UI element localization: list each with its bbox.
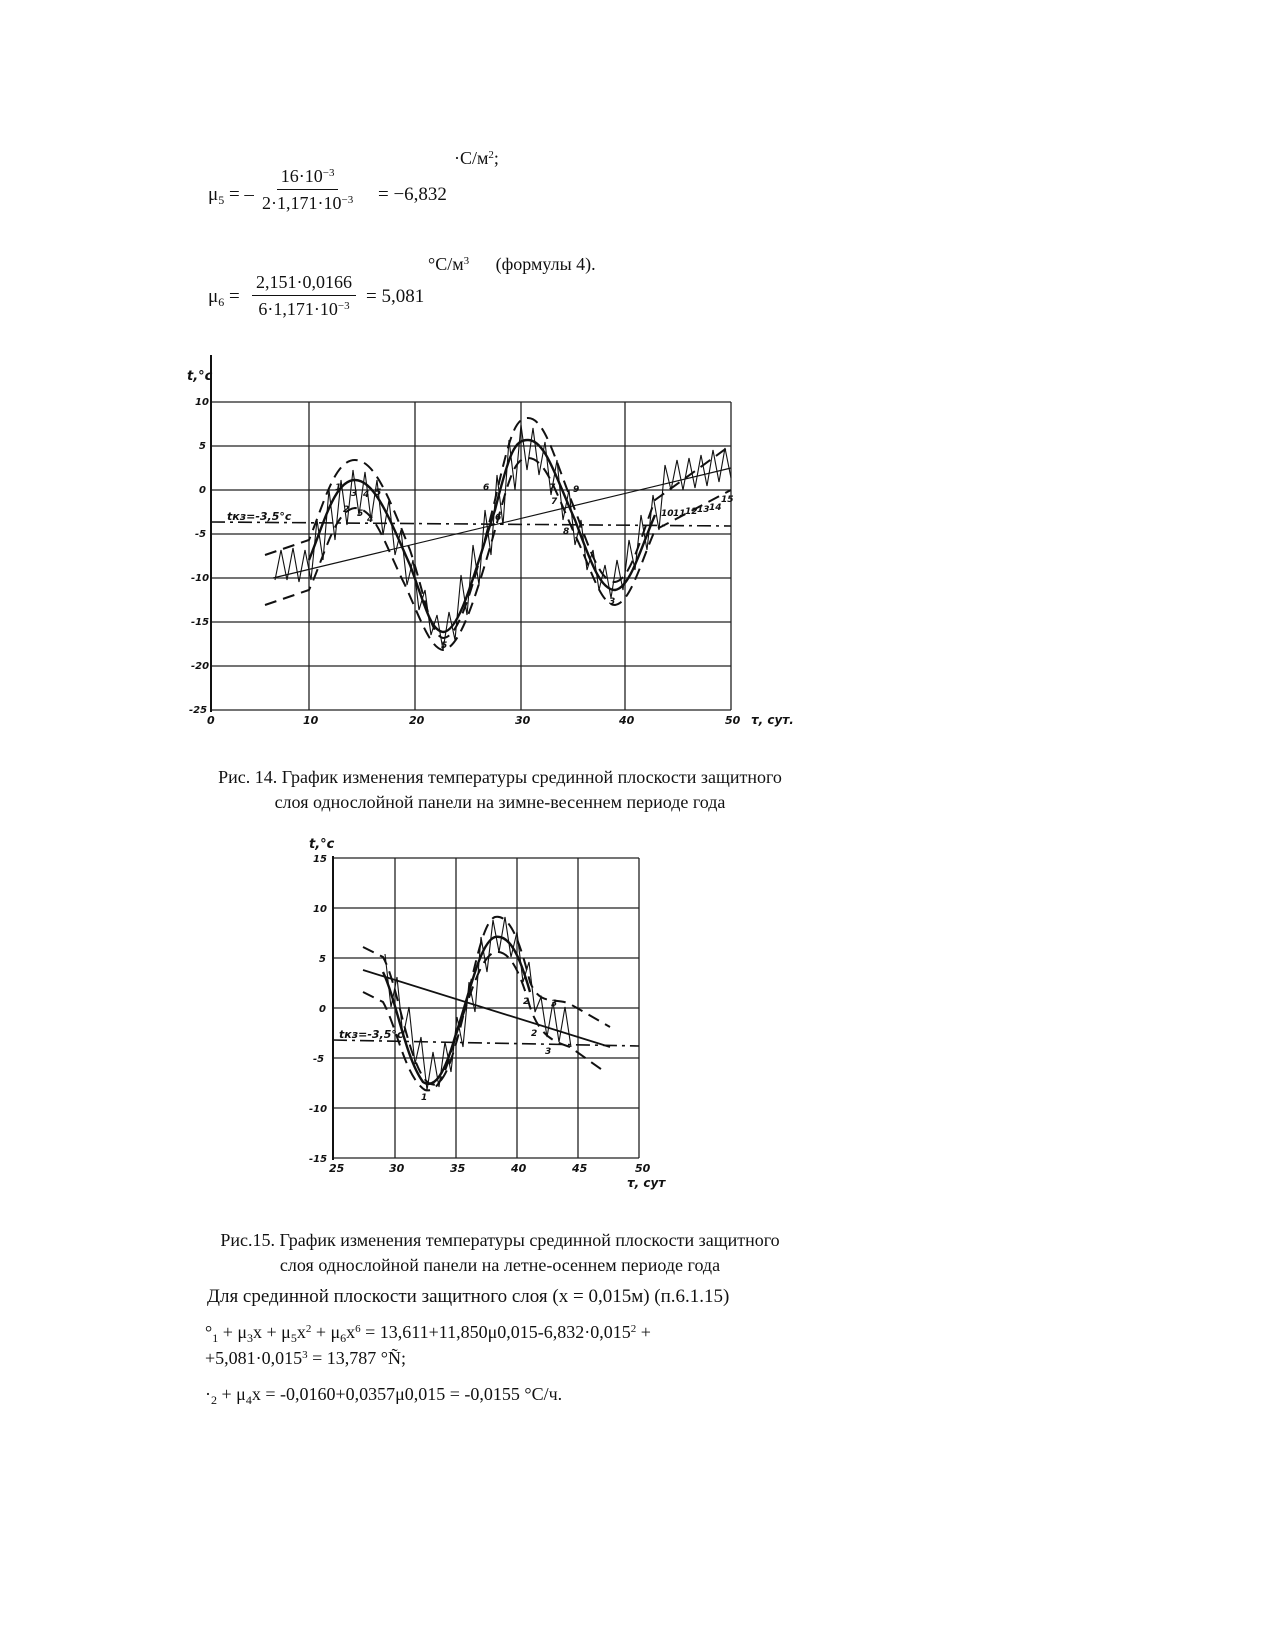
- fig14-point-label: 4: [367, 515, 374, 525]
- eq1-part: + μ: [218, 1322, 248, 1342]
- fig14-point-label: 8: [563, 527, 570, 537]
- fig14-point-label: 9: [573, 485, 580, 495]
- fig14-x-axis-label: τ, сут.: [751, 713, 794, 727]
- unit-line-2-note: (формулы 4).: [495, 254, 596, 274]
- mu5-num-text: 16·10: [280, 166, 323, 186]
- unit-line-1-exp: 2: [488, 149, 494, 161]
- fig14-ytick: -10: [191, 573, 210, 584]
- fig15-ytick: -15: [309, 1154, 328, 1165]
- eq1-part: x: [346, 1322, 356, 1342]
- fig15-annotation: tкз=-3,5°c: [339, 1028, 404, 1041]
- fig14-point-label: 5: [375, 488, 382, 498]
- equation-1-line-1: [205, 1322, 651, 1343]
- unit-line-2: [428, 254, 596, 275]
- mu6-fraction: [252, 272, 356, 320]
- fig15-ytick: -5: [313, 1054, 325, 1065]
- figure-15-caption-line1: Рис.15. График изменения температуры срединной плоскости защитного: [220, 1230, 780, 1250]
- fig14-xtick: 30: [515, 714, 531, 727]
- eq1-sup: 2: [630, 1323, 637, 1335]
- eq1-part: x: [296, 1322, 306, 1342]
- fig14-x-ticks: [207, 714, 741, 727]
- figure-14-caption-line1: Рис. 14. График изменения температуры срединной плоскости защитного: [218, 767, 782, 787]
- fig14-xtick: 0: [207, 714, 215, 727]
- fig14-y-ticks: [189, 397, 209, 716]
- mu5-lhs: [208, 184, 254, 206]
- fig14-annotation: tкз=-3,5°c: [227, 510, 292, 523]
- fig14-inner-curve: [309, 440, 655, 632]
- fig14-point-label: 4: [363, 490, 370, 500]
- fig14-point-label: 14: [709, 503, 722, 513]
- eq1-line2-part: = 13,787 °Ñ;: [307, 1348, 407, 1368]
- fig14-point-label: 11: [673, 509, 686, 519]
- fig15-xtick: 35: [450, 1162, 466, 1175]
- fig15-point-label: 2: [531, 1029, 538, 1039]
- fig15-x-ticks: [329, 1162, 651, 1175]
- fig14-xtick: 20: [409, 714, 425, 727]
- figure-15-chart: [305, 832, 685, 1197]
- mu6-den-exp: −3: [337, 300, 350, 312]
- fig15-y-ticks: [309, 854, 327, 1165]
- eq1-part: = 13,611+11,850μ0,015-6,832·0,015: [360, 1322, 631, 1342]
- fig15-xtick: 45: [572, 1162, 588, 1175]
- fig14-ytick: -20: [191, 661, 210, 672]
- eq1-sub: 5: [290, 1331, 297, 1345]
- fig14-y-axis-label: t,°c: [187, 369, 213, 384]
- eq1-part: x + μ: [253, 1322, 291, 1342]
- fig15-ytick: 10: [313, 904, 327, 915]
- fig14-zigzag: [275, 425, 731, 650]
- fig15-xtick: 40: [511, 1162, 527, 1175]
- mu5-fraction: [262, 166, 353, 214]
- fig14-xtick: 40: [619, 714, 635, 727]
- fig15-point-label: 2: [523, 997, 530, 1007]
- fig14-point-label: 5: [357, 509, 364, 519]
- fig14-ytick: -5: [195, 529, 207, 540]
- eq1-sub: 3: [247, 1331, 254, 1345]
- fig15-point-labels: [421, 997, 557, 1103]
- fig15-xtick: 50: [635, 1162, 651, 1175]
- mu6-den-text: 6·1,171·10: [258, 299, 338, 319]
- fig15-x-axis-label: τ, сут: [627, 1176, 666, 1190]
- fig14-point-labels: [335, 483, 734, 651]
- mu5-num-exp: −3: [322, 167, 335, 179]
- fig14-ytick: 0: [199, 485, 206, 496]
- mu5-denominator: [262, 190, 353, 214]
- mu5-result: = −6,832: [378, 184, 447, 205]
- equation-2: [205, 1384, 562, 1405]
- mu6-numerator: 2,151·0,0166: [252, 272, 356, 296]
- mu6-symbol: μ: [208, 286, 219, 307]
- mu5-den-exp: −3: [341, 194, 354, 206]
- fig15-ytick: -10: [309, 1104, 328, 1115]
- fig14-point-label: 10: [661, 509, 674, 519]
- fig14-point-label: 13: [697, 505, 710, 515]
- fig14-point-label: 7: [551, 497, 558, 507]
- fig14-point-label: 5: [441, 641, 448, 651]
- eq2-part: + μ: [217, 1384, 246, 1404]
- unit-line-2-exp: 3: [463, 255, 470, 267]
- fig14-point-label: 3: [351, 489, 358, 499]
- fig14-point-label: 2: [343, 505, 350, 515]
- fig15-ytick: 0: [319, 1004, 326, 1015]
- fig15-point-label: 1: [421, 1093, 428, 1103]
- mu5-den-text: 2·1,171·10: [262, 193, 342, 213]
- fig15-ytick: 5: [319, 954, 326, 965]
- figure-15-caption: [0, 1228, 1020, 1278]
- fig14-point-label: 6: [495, 513, 502, 523]
- mu6-index: 6: [218, 295, 225, 309]
- fig15-ytick: 15: [313, 854, 327, 865]
- eq2-part: ·: [205, 1384, 211, 1404]
- fig14-xtick: 50: [725, 714, 741, 727]
- fig14-point-label: 3: [609, 597, 616, 607]
- unit-line-1: [454, 148, 499, 169]
- fig14-point-label: 15: [721, 495, 734, 505]
- fig14-point-label: 12: [685, 507, 698, 517]
- unit-line-2-text: °С/м: [428, 254, 464, 274]
- eq1-part: + μ: [311, 1322, 341, 1342]
- mu5-eq: = –: [228, 184, 254, 205]
- figure-14-caption-line2: слоя однослойной панели на зимне-весеннем периоде года: [274, 792, 726, 812]
- fig14-xtick: 10: [303, 714, 319, 727]
- mu5-numerator: [277, 166, 339, 190]
- mu6-eq: =: [228, 286, 240, 307]
- fig15-point-label: 3: [545, 1047, 552, 1057]
- eq1-sup: 2: [305, 1323, 312, 1335]
- eq1-sup: 6: [355, 1323, 361, 1335]
- fig14-ytick: -15: [191, 617, 210, 628]
- fig15-y-axis-label: t,°c: [309, 837, 335, 852]
- fig14-point-label: 6: [483, 483, 490, 493]
- eq2-sub: 4: [245, 1393, 252, 1407]
- eq1-part: +: [636, 1322, 651, 1342]
- mu5-symbol: μ: [208, 184, 219, 205]
- fig14-ytick: 5: [199, 441, 206, 452]
- eq2-part: x = -0,0160+0,0357μ0,015 = -0,0155 °С/ч.: [251, 1384, 563, 1404]
- figure-15-caption-line2: слоя однослойной панели на летне-осеннем периоде года: [279, 1255, 721, 1275]
- paragraph-1: Для срединной плоскости защитного слоя (х = 0,015м) (п.6.1.15): [207, 1286, 730, 1307]
- eq2-sub: 2: [211, 1393, 217, 1407]
- fig14-point-label: 1: [335, 483, 342, 493]
- figure-14-caption: [0, 765, 1020, 815]
- eq1-sub: 6: [340, 1331, 347, 1345]
- fig14-upper-envelope: [265, 418, 731, 638]
- fig14-ytick: -25: [189, 705, 208, 716]
- eq1-line2-sup: 3: [302, 1349, 308, 1361]
- fig15-xtick: 25: [329, 1162, 345, 1175]
- eq1-sub: 1: [212, 1331, 219, 1345]
- fig15-point-label: 3: [551, 999, 558, 1009]
- eq1-part: °: [205, 1322, 213, 1342]
- eq1-line2-part: +5,081·0,015: [205, 1348, 303, 1368]
- fig14-grid: [211, 402, 731, 710]
- equation-1-line-2: [205, 1348, 406, 1369]
- fig15-upper-envelope: [363, 917, 610, 1085]
- mu5-index: 5: [218, 193, 225, 207]
- mu6-denominator: [258, 296, 349, 320]
- mu6-lhs: [208, 286, 240, 308]
- figure-14-chart: [185, 350, 805, 735]
- fig15-xtick: 30: [389, 1162, 405, 1175]
- fig14-point-label: 7: [549, 483, 556, 493]
- unit-line-1-tail: ;: [493, 148, 499, 168]
- fig14-ytick: 10: [195, 397, 209, 408]
- mu6-result: = 5,081: [366, 286, 425, 307]
- unit-line-1-text: ·С/м: [454, 148, 489, 168]
